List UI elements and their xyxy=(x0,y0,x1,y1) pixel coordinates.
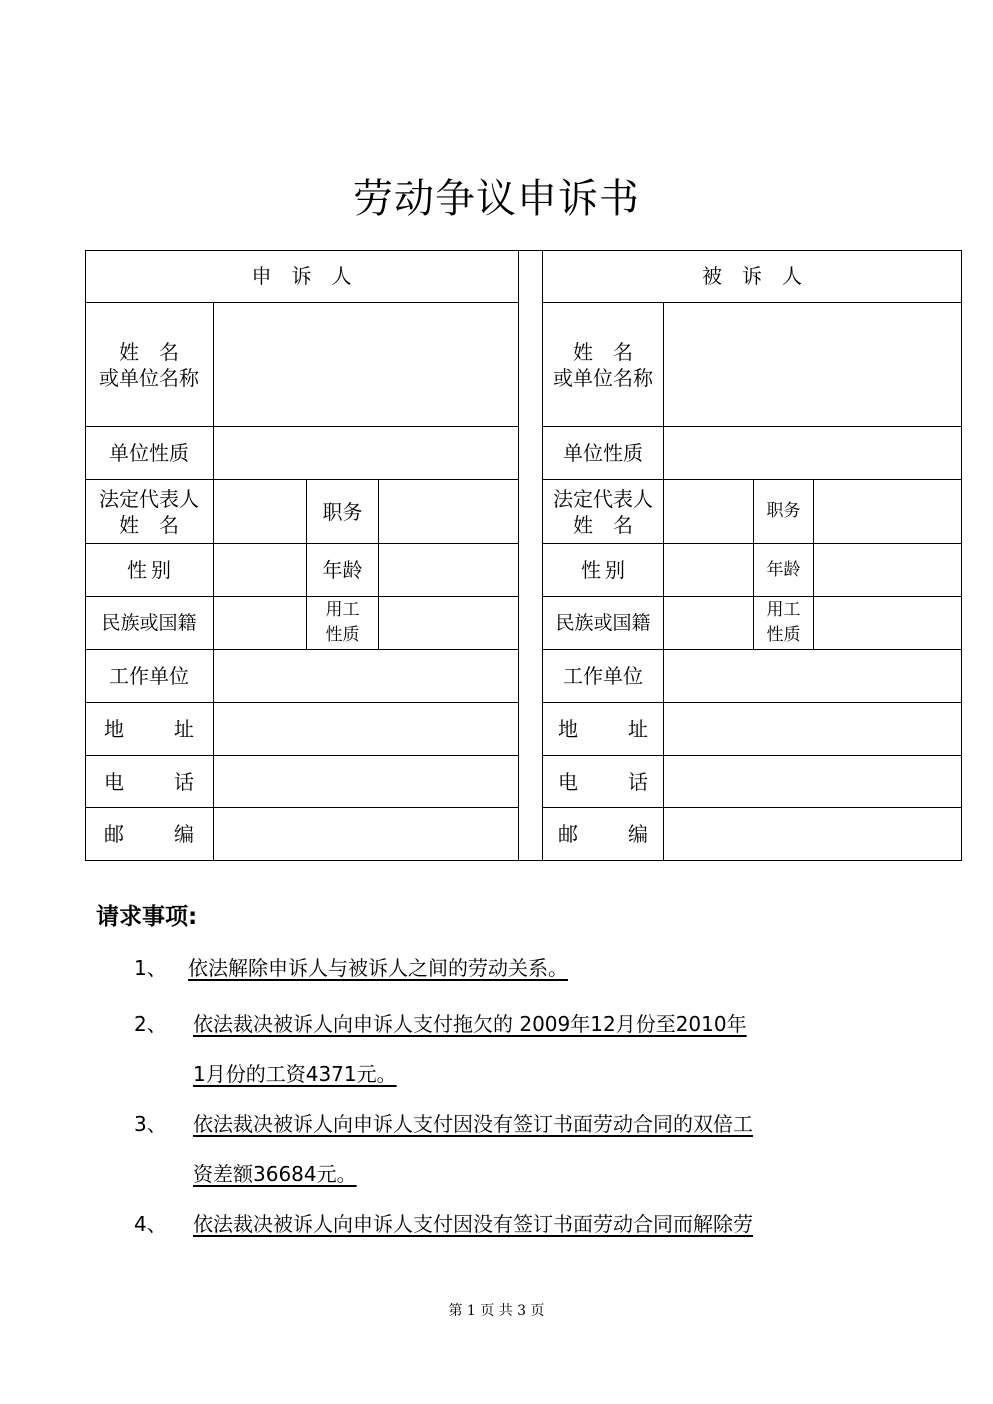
respondent-emp-nature-label: 用工 性质 xyxy=(754,597,814,650)
request-3-number: 3、 xyxy=(134,1112,167,1136)
respondent-name-label: 姓 名 或单位名称 xyxy=(543,303,664,427)
complaint-table xyxy=(85,250,962,861)
complainant-address-field[interactable] xyxy=(214,703,519,756)
respondent-position-field[interactable] xyxy=(814,480,962,544)
complainant-ethnicity-field[interactable] xyxy=(214,597,307,650)
complainant-workplace-label: 工作单位 xyxy=(85,650,214,703)
requests-heading: 请求事项: xyxy=(96,904,198,930)
page-title: 劳动争议申诉书 xyxy=(353,176,640,222)
request-3-line-1: 依法裁决被诉人向申诉人支付因没有签订书面劳动合同的双倍工 xyxy=(193,1112,753,1136)
page-footer: 第 1 页 共 3 页 xyxy=(448,1303,545,1319)
complainant-age-field[interactable] xyxy=(379,544,519,597)
respondent-ethnicity-field[interactable] xyxy=(664,597,754,650)
complainant-address-label: 地 址 xyxy=(85,703,214,756)
request-4-line-1: 依法裁决被诉人向申诉人支付因没有签订书面劳动合同而解除劳 xyxy=(193,1212,753,1236)
respondent-legal-rep-field[interactable] xyxy=(664,480,754,544)
request-4-number: 4、 xyxy=(134,1212,167,1236)
request-3-line-2: 资差额36684元。 xyxy=(193,1162,357,1186)
complainant-gender-label: 性 别 xyxy=(85,544,214,597)
complainant-emp-nature-field[interactable] xyxy=(379,597,519,650)
complainant-position-field[interactable] xyxy=(379,480,519,544)
complainant-unit-nature-field[interactable] xyxy=(214,427,519,480)
respondent-address-field[interactable] xyxy=(664,703,962,756)
complainant-emp-nature-label: 用工 性质 xyxy=(307,597,379,650)
complainant-workplace-field[interactable] xyxy=(214,650,519,703)
respondent-postcode-field[interactable] xyxy=(664,808,962,861)
request-2-line-1: 依法裁决被诉人向申诉人支付拖欠的 2009年12月份至2010年 xyxy=(193,1012,747,1036)
complainant-age-label: 年龄 xyxy=(307,544,379,597)
complainant-name-label: 姓 名 或单位名称 xyxy=(85,303,214,427)
complainant-phone-field[interactable] xyxy=(214,756,519,808)
request-2-number: 2、 xyxy=(134,1012,167,1036)
respondent-age-field[interactable] xyxy=(814,544,962,597)
complainant-legal-rep-label: 法定代表人 姓 名 xyxy=(85,480,214,544)
respondent-workplace-label: 工作单位 xyxy=(543,650,664,703)
complainant-ethnicity-label: 民族或国籍 xyxy=(85,597,214,650)
respondent-age-label: 年龄 xyxy=(754,544,814,597)
respondent-ethnicity-label: 民族或国籍 xyxy=(543,597,664,650)
request-2-line-2: 1月份的工资4371元。 xyxy=(193,1062,397,1086)
complainant-name-field[interactable] xyxy=(214,303,519,427)
respondent-name-field[interactable] xyxy=(664,303,962,427)
respondent-unit-nature-label: 单位性质 xyxy=(543,427,664,480)
column-spacer xyxy=(519,250,543,861)
respondent-postcode-label: 邮 编 xyxy=(543,808,664,861)
respondent-unit-nature-field[interactable] xyxy=(664,427,962,480)
complainant-unit-nature-label: 单位性质 xyxy=(85,427,214,480)
respondent-phone-label: 电 话 xyxy=(543,756,664,808)
complainant-phone-label: 电 话 xyxy=(85,756,214,808)
respondent-emp-nature-field[interactable] xyxy=(814,597,962,650)
respondent-gender-field[interactable] xyxy=(664,544,754,597)
respondent-legal-rep-label: 法定代表人 姓 名 xyxy=(543,480,664,544)
complainant-postcode-field[interactable] xyxy=(214,808,519,861)
respondent-position-label: 职务 xyxy=(754,480,814,544)
request-1-number: 1、 xyxy=(134,956,167,980)
complainant-header: 申 诉 人 xyxy=(85,250,519,303)
complainant-position-label: 职务 xyxy=(307,480,379,544)
respondent-header: 被 诉 人 xyxy=(543,250,962,303)
respondent-workplace-field[interactable] xyxy=(664,650,962,703)
respondent-phone-field[interactable] xyxy=(664,756,962,808)
complainant-legal-rep-field[interactable] xyxy=(214,480,307,544)
respondent-gender-label: 性 别 xyxy=(543,544,664,597)
respondent-address-label: 地 址 xyxy=(543,703,664,756)
complainant-postcode-label: 邮 编 xyxy=(85,808,214,861)
request-1-line-1: 依法解除申诉人与被诉人之间的劳动关系。 xyxy=(188,956,568,980)
complainant-gender-field[interactable] xyxy=(214,544,307,597)
